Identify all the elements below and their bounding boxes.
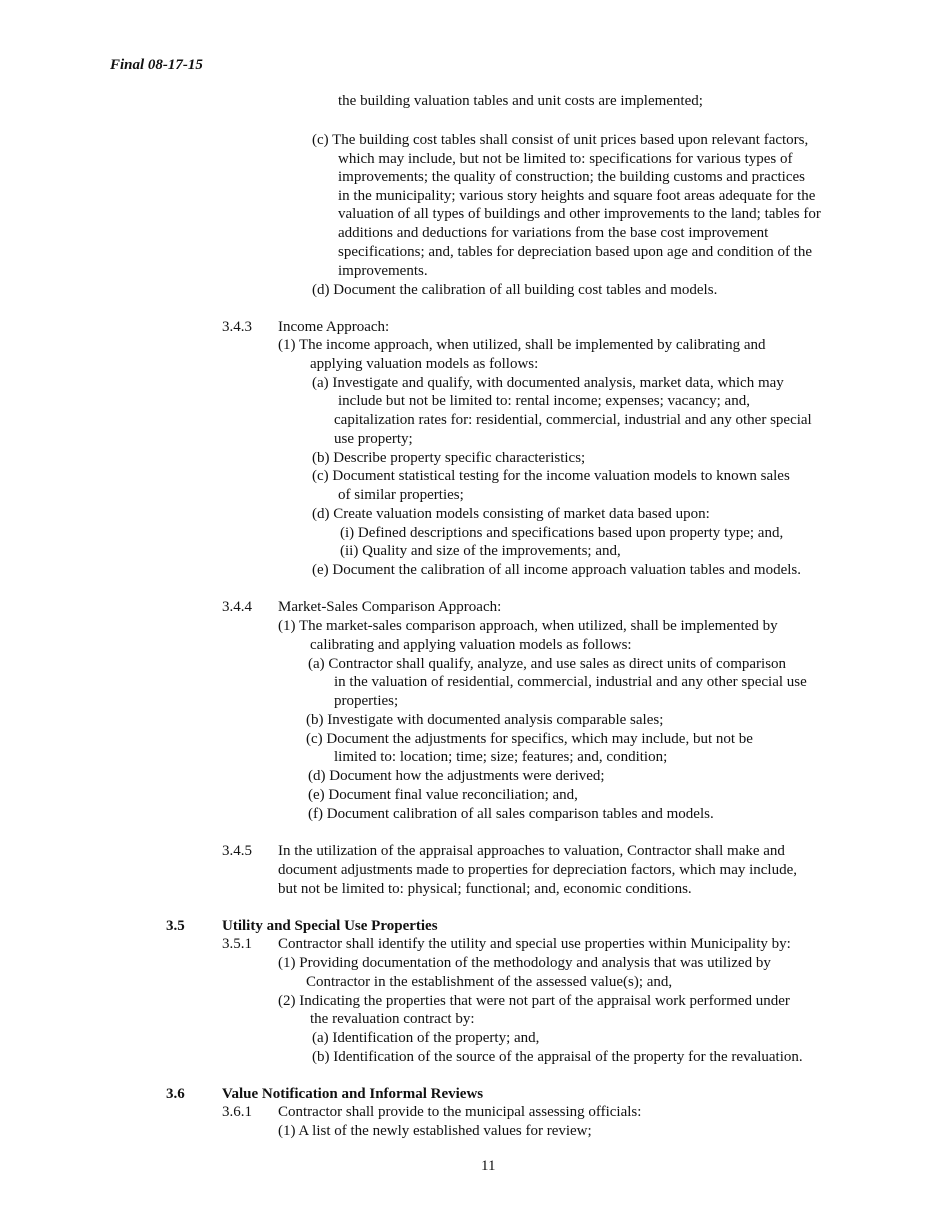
section-number: 3.4.5 (222, 843, 252, 859)
body-line: (c) Document the adjustments for specifics, which may include, but not be (306, 731, 753, 747)
body-line: Contractor shall identify the utility and special use properties within Municipality by: (278, 936, 791, 952)
body-line: specifications; and, tables for depreciation based upon age and condition of the (338, 244, 813, 260)
section-heading: Utility and Special Use Properties (222, 918, 438, 934)
body-line: in the municipality; various story heights and square foot areas adequate for the (338, 188, 816, 204)
body-line: limited to: location; time; size; features; and, condition; (334, 749, 668, 765)
body-line: (b) Describe property specific characteristics; (312, 450, 586, 466)
body-line: (ii) Quality and size of the improvements; and, (340, 543, 621, 559)
body-line: (1) The income approach, when utilized, shall be implemented by calibrating and (278, 337, 766, 353)
body-line: (a) Identification of the property; and, (312, 1030, 540, 1046)
section-title: Market-Sales Comparison Approach: (278, 599, 502, 615)
body-line: improvements; the quality of construction; the building customs and practices (338, 169, 805, 185)
body-line: use property; (334, 431, 413, 447)
body-line: but not be limited to: physical; functional; and, economic conditions. (278, 881, 692, 897)
body-line: (a) Investigate and qualify, with documented analysis, market data, which may (312, 375, 784, 391)
body-line: capitalization rates for: residential, commercial, industrial and any other special (334, 412, 812, 428)
body-line: include but not be limited to: rental income; expenses; vacancy; and, (338, 393, 750, 409)
section-number: 3.6 (166, 1086, 185, 1102)
body-line: (1) A list of the newly established values for review; (278, 1123, 592, 1139)
body-line: (b) Investigate with documented analysis comparable sales; (306, 712, 664, 728)
body-line: document adjustments made to properties for depreciation factors, which may include, (278, 862, 798, 878)
body-line: (c) Document statistical testing for the income valuation models to known sales (312, 468, 790, 484)
body-line: the revaluation contract by: (310, 1011, 475, 1027)
body-line: (i) Defined descriptions and specifications based upon property type; and, (340, 525, 784, 541)
header-version-tag: Final 08-17-15 (110, 57, 203, 73)
body-line: of similar properties; (338, 487, 464, 503)
body-line: in the valuation of residential, commercial, industrial and any other special use (334, 674, 807, 690)
body-line: which may include, but not be limited to: specifications for various types of (338, 151, 793, 167)
body-line: (a) Contractor shall qualify, analyze, and use sales as direct units of comparison (308, 656, 787, 672)
body-line: Contractor shall provide to the municipal assessing officials: (278, 1104, 642, 1120)
body-line: (e) Document the calibration of all income approach valuation tables and models. (312, 562, 801, 578)
body-line: (2) Indicating the properties that were not part of the appraisal work performed under (278, 993, 790, 1009)
body-line: (1) Providing documentation of the methodology and analysis that was utilized by (278, 955, 771, 971)
body-line: (1) The market-sales comparison approach, when utilized, shall be implemented by (278, 618, 778, 634)
body-line: (f) Document calibration of all sales comparison tables and models. (308, 806, 714, 822)
section-number: 3.5 (166, 918, 185, 934)
section-number: 3.5.1 (222, 936, 252, 952)
body-line: Contractor in the establishment of the assessed value(s); and, (306, 974, 673, 990)
body-line: (b) Identification of the source of the appraisal of the property for the revaluation. (312, 1049, 803, 1065)
body-line: applying valuation models as follows: (310, 356, 539, 372)
body-line: additions and deductions for variations from the base cost improvement (338, 225, 769, 241)
body-line: (d) Document how the adjustments were derived; (308, 768, 605, 784)
body-line: (c) The building cost tables shall consist of unit prices based upon relevant factors, (312, 132, 809, 148)
section-heading: Value Notification and Informal Reviews (222, 1086, 484, 1102)
body-line: (d) Document the calibration of all building cost tables and models. (312, 282, 718, 298)
body-line: improvements. (338, 263, 428, 279)
body-line: (e) Document final value reconciliation; and, (308, 787, 578, 803)
body-line: (d) Create valuation models consisting of market data based upon: (312, 506, 710, 522)
section-title: Income Approach: (278, 319, 390, 335)
section-number: 3.6.1 (222, 1104, 252, 1120)
body-line: calibrating and applying valuation models as follows: (310, 637, 632, 653)
body-line: properties; (334, 693, 399, 709)
body-line: valuation of all types of buildings and other improvements to the land; tables for (338, 206, 821, 222)
page-number: 11 (481, 1158, 496, 1174)
section-number: 3.4.3 (222, 319, 252, 335)
body-line: the building valuation tables and unit costs are implemented; (338, 93, 703, 109)
body-line: In the utilization of the appraisal approaches to valuation, Contractor shall make and (278, 843, 785, 859)
section-number: 3.4.4 (222, 599, 252, 615)
